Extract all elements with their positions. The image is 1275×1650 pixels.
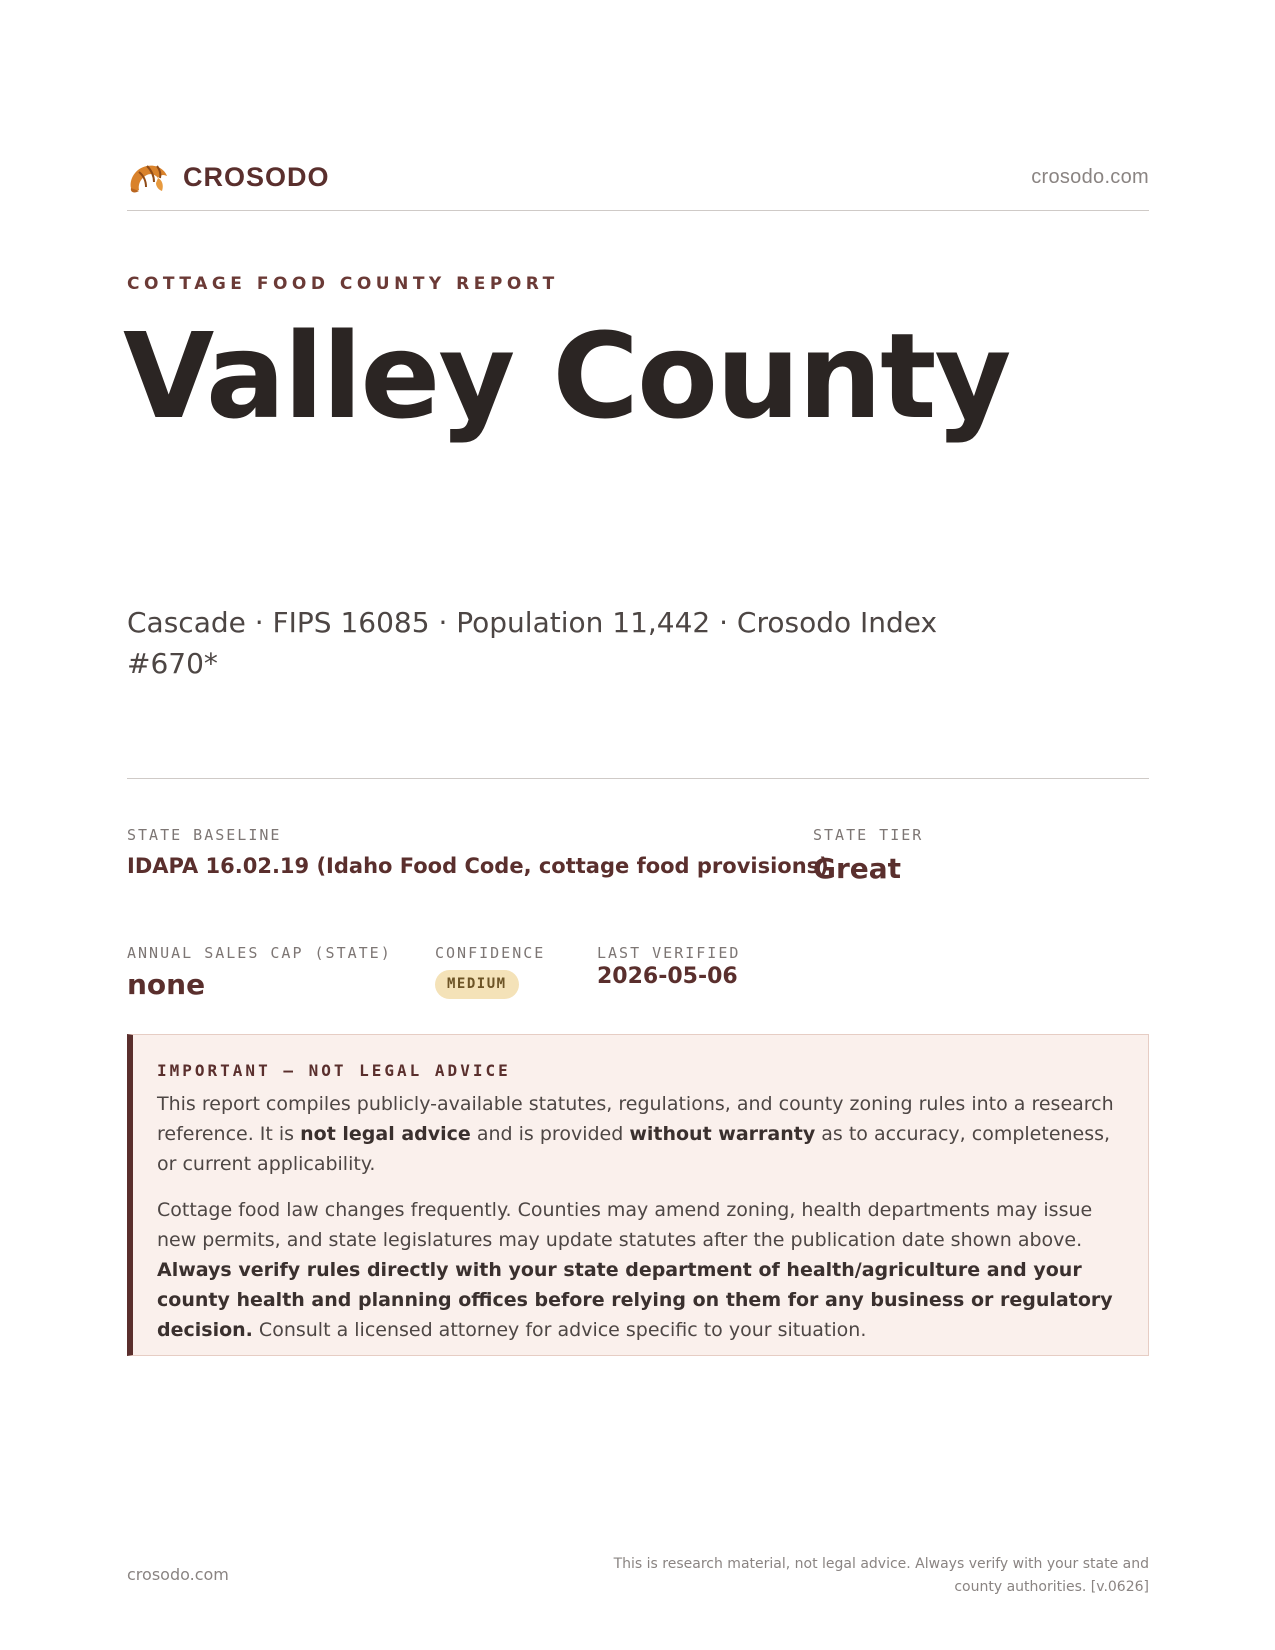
without-warranty-emphasis: without warranty bbox=[629, 1123, 816, 1145]
page-header bbox=[127, 156, 1149, 211]
confidence-label: CONFIDENCE bbox=[435, 944, 546, 962]
brand-name: CROSODO bbox=[183, 161, 330, 192]
brand bbox=[127, 158, 330, 196]
last-verified-value: 2026-05-06 bbox=[597, 964, 738, 989]
footer-disclaimer: This is research material, not legal advice. Always verify with your state and county authorities. [v.0626] bbox=[613, 1556, 1149, 1595]
croissant-icon bbox=[127, 158, 169, 196]
report-eyebrow: COTTAGE FOOD COUNTY REPORT bbox=[127, 274, 559, 294]
footer-url[interactable]: crosodo.com bbox=[127, 1565, 229, 1584]
sales-cap-label: ANNUAL SALES CAP (STATE) bbox=[127, 944, 392, 962]
notice-paragraph-2: Cottage food law changes frequently. Counties may amend zoning, health departments may issue new permits, and state legislatures may update statutes after the publication date shown above. Always verify rules directly with your state department of health/agriculture and your county health and planning offices before relying on them for any business or regulatory decision. Consult a licensed attorney for advice specific to your situation. bbox=[157, 1199, 1113, 1341]
verify-rules-emphasis: Always verify rules directly with your state department of health/agriculture and your county health and planning offices before relying on them for any business or regulatory decision. bbox=[157, 1259, 1113, 1341]
last-verified-label: LAST VERIFIED bbox=[597, 944, 741, 962]
section-divider bbox=[127, 778, 1149, 779]
not-legal-advice-emphasis: not legal advice bbox=[300, 1123, 471, 1145]
state-baseline-label: STATE BASELINE bbox=[127, 826, 282, 844]
state-tier-value: Great bbox=[813, 852, 902, 885]
state-tier-label: STATE TIER bbox=[813, 826, 924, 844]
county-summary: Cascade · FIPS 16085 · Population 11,442 · Crosodo Index #670* bbox=[127, 606, 938, 680]
notice-paragraph-1: This report compiles publicly-available statutes, regulations, and county zoning rules into a research reference. It is not legal advice and is provided without warranty as to accuracy, completeness, or current applicability. bbox=[157, 1093, 1114, 1175]
notice-title: IMPORTANT — NOT LEGAL ADVICE bbox=[157, 1061, 511, 1080]
report-page bbox=[123, 0, 1149, 1650]
sales-cap-value: none bbox=[127, 968, 206, 1001]
page-title: Valley County bbox=[123, 307, 1010, 445]
site-url[interactable]: crosodo.com bbox=[1031, 166, 1149, 188]
state-baseline-value: IDAPA 16.02.19 (Idaho Food Code, cottage food provisions) bbox=[127, 854, 829, 878]
confidence-badge: MEDIUM bbox=[435, 970, 519, 999]
legal-notice bbox=[127, 1034, 1149, 1356]
